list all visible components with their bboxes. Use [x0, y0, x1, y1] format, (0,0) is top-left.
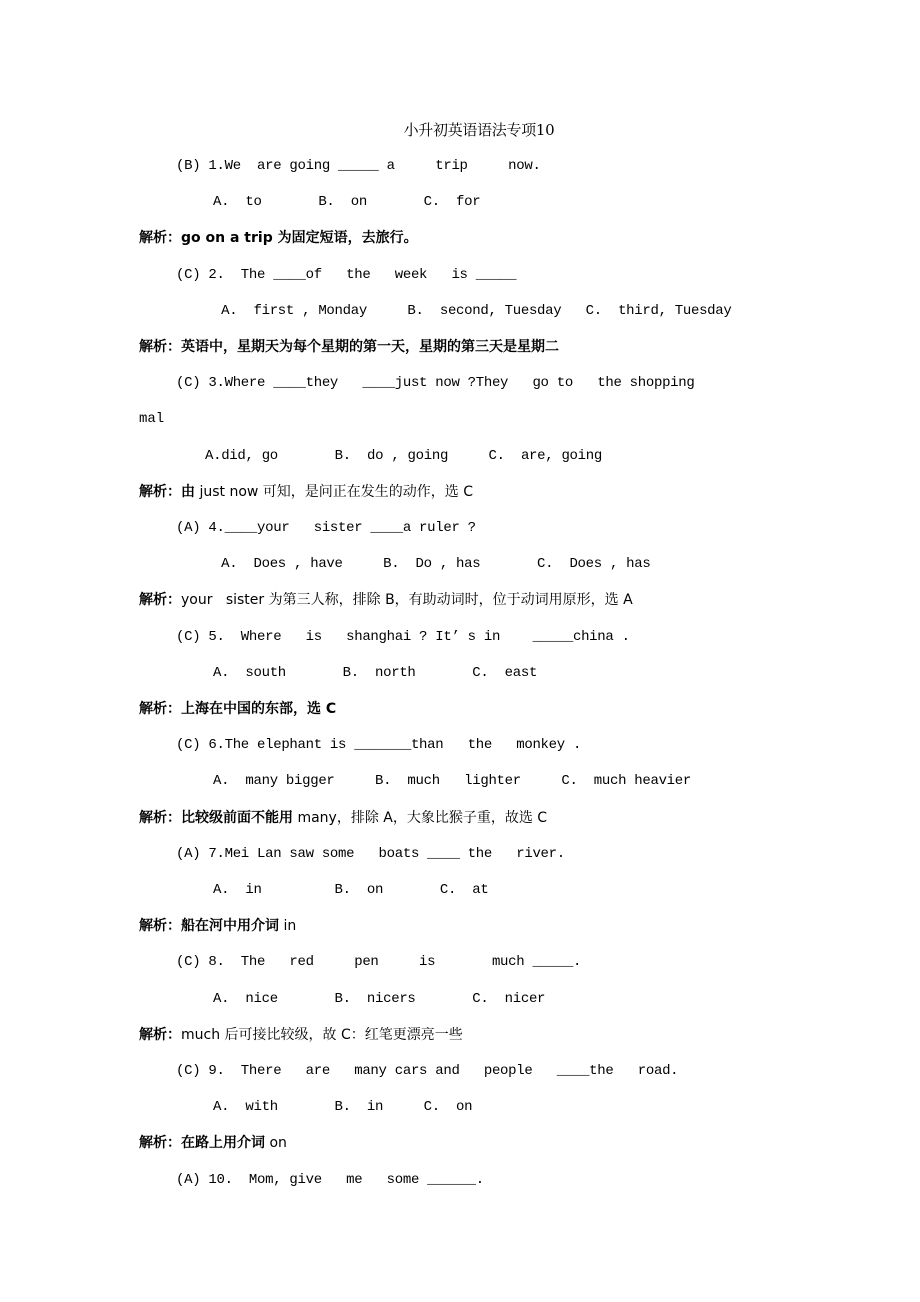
explanation-9 — [139, 1134, 287, 1152]
explanation-text: much 后可接比较级，故 C：红笔更漂亮一些 — [181, 1027, 463, 1043]
options-3: A.did, go B. do , going C. are, going — [205, 448, 602, 464]
options-4: A. Does , have B. Do , has C. Does , has — [213, 556, 651, 572]
explanation-text: many，排除 A，大象比猴子重，故选 C — [293, 810, 548, 826]
explanation-label: 解析： — [139, 230, 181, 246]
question-2: (C) 2. The ____of the week is _____ — [176, 267, 517, 283]
explanation-text: in — [279, 918, 297, 934]
question-6: (C) 6.The elephant is _______than the monkey . — [176, 737, 582, 753]
explanation-2 — [139, 338, 559, 356]
options-9: A. with B. in C. on — [213, 1099, 473, 1115]
options-7: A. in B. on C. at — [213, 882, 489, 898]
options-1: A. to B. on C. for — [213, 194, 481, 210]
explanation-text: 比较级前面不能用 — [181, 810, 293, 826]
explanation-3 — [139, 483, 473, 501]
explanation-label: 解析： — [139, 701, 181, 717]
question-1: (B) 1.We are going _____ a trip now. — [176, 158, 541, 174]
explanation-label: 解析： — [139, 484, 181, 500]
explanation-label: 解析： — [139, 339, 181, 355]
options-5: A. south B. north C. east — [213, 665, 538, 681]
explanation-text: just now 可知，是问正在发生的动作，选 C — [195, 484, 474, 500]
options-2: A. first , Monday B. second, Tuesday C. third, Tuesday — [213, 303, 732, 319]
options-6: A. many bigger B. much lighter C. much heavier — [213, 773, 691, 789]
explanation-text: 英语中，星期天为每个星期的第一天，星期的第三天是星期二 — [181, 339, 559, 355]
explanation-label: 解析： — [139, 810, 181, 826]
explanation-label: 解析： — [139, 1135, 181, 1151]
options-8: A. nice B. nicers C. nicer — [213, 991, 546, 1007]
explanation-5 — [139, 700, 336, 718]
question-4: (A) 4.____your sister ____a ruler ? — [176, 520, 476, 536]
document-title: 小升初英语语法专项10 — [403, 121, 555, 139]
explanation-text: 船在河中用介词 — [181, 918, 279, 934]
explanation-text: 上海在中国的东部，选 C — [181, 701, 337, 717]
explanation-text: 由 — [181, 484, 195, 500]
question-5: (C) 5. Where is shanghai ? It’ s in _____china . — [176, 629, 630, 645]
explanation-label: 解析： — [139, 592, 181, 608]
question-10: (A) 10. Mom, give me some ______. — [176, 1172, 484, 1188]
explanation-8 — [139, 1026, 463, 1044]
question-8: (C) 8. The red pen is much _____. — [176, 954, 582, 970]
explanation-7 — [139, 917, 296, 935]
explanation-label: 解析： — [139, 918, 181, 934]
explanation-text: 在路上用介词 — [181, 1135, 265, 1151]
question-9: (C) 9. There are many cars and people ____the road. — [176, 1063, 679, 1079]
explanation-text: go on a trip 为固定短语，去旅行。 — [181, 230, 418, 246]
explanation-1 — [139, 229, 418, 247]
explanation-text: your sister 为第三人称，排除 B，有助动词时，位于动词用原形，选 A — [181, 592, 633, 608]
question-3: (C) 3.Where ____they ____just now ?They go to the shopping — [176, 375, 695, 391]
question-3-continued: mal — [139, 411, 165, 427]
explanation-6 — [139, 809, 547, 827]
explanation-text: on — [265, 1135, 287, 1151]
explanation-label: 解析： — [139, 1027, 181, 1043]
explanation-4 — [139, 591, 633, 609]
question-7: (A) 7.Mei Lan saw some boats ____ the river. — [176, 846, 565, 862]
